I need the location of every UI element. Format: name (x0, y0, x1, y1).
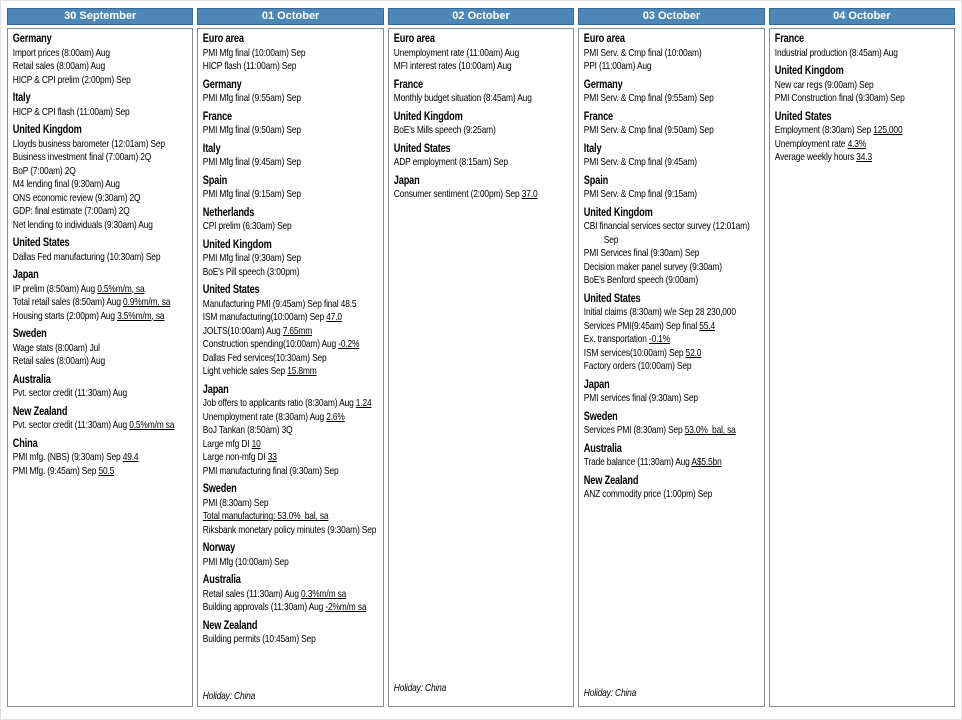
event-item: BoE's Mills speech (9:25am) (393, 124, 496, 136)
day-body-content (198, 29, 382, 706)
day-body-03-october (578, 28, 764, 707)
event-value-underlined: A$5.5bn (691, 456, 722, 468)
country-section-japan (203, 383, 378, 479)
event-item: M4 lending final (9:30am) Aug (12, 178, 120, 190)
country-section-united-states (774, 110, 949, 165)
event-item: ISM manufacturing(10:00am) Sep 47.0 (203, 311, 343, 323)
country-section-china (13, 437, 188, 479)
event-item: Retail sales (11:30am) Aug 0.3%m/m sa (203, 587, 347, 600)
event-item: Construction spending(10:00am) Aug -0.2% (203, 338, 360, 350)
event-item: Total retail sales (8:50am) Aug 0.9%m/m, sa (12, 296, 171, 308)
event-item: Large mfg DI 10 (203, 437, 262, 450)
event-item: PPI (11:00am) Aug (584, 60, 652, 72)
event-value-underlined: 0.3%m/m sa (301, 587, 347, 600)
country-heading: United Kingdom (774, 65, 844, 77)
country-section-germany (203, 78, 378, 106)
event-item: Job offers to applicants ratio (8:30am) Aug 1.24 (203, 397, 372, 409)
country-heading: United States (12, 237, 70, 249)
event-item: HICP flash (11:00am) Sep (203, 60, 297, 72)
country-section-australia (203, 573, 378, 615)
day-body-content (389, 29, 573, 706)
country-section-norway (203, 541, 378, 569)
event-item: Services PMI (8:30am) Sep 53.0% bal, sa (584, 424, 736, 436)
country-section-spain (584, 174, 759, 202)
country-section-united-states (584, 292, 759, 374)
event-item: PMI (8:30am) Sep (203, 496, 269, 509)
country-section-united-states (13, 236, 188, 264)
economic-calendar-table (7, 8, 955, 707)
event-item: BoP (7:00am) 2Q (12, 164, 76, 177)
country-section-spain (203, 174, 378, 202)
event-item: Ex. transportation -0.1% (584, 333, 671, 345)
event-item: PMI Serv. & Cmp final (9:50am) Sep (584, 124, 714, 136)
country-heading: Spain (203, 174, 228, 187)
event-item: Unemployment rate 4.3% (774, 137, 866, 150)
event-value-underlined: 0.5%m/m, sa (97, 282, 145, 295)
country-section-united-states (394, 142, 569, 170)
day-column-04-october (769, 8, 955, 707)
event-value-underlined: 53.0% bal, sa (684, 424, 736, 436)
country-section-japan (394, 174, 569, 202)
event-item: Building approvals (11:30am) Aug -2%m/m sa (203, 601, 367, 613)
event-item: PMI mfg. (NBS) (9:30am) Sep 49.4 (12, 451, 139, 463)
country-section-japan (13, 268, 188, 323)
country-heading: Germany (203, 78, 242, 91)
event-value-underlined: 34.3 (855, 151, 872, 163)
country-section-new-zealand (584, 474, 759, 502)
country-heading: United States (584, 292, 641, 305)
day-column-03-october (578, 8, 764, 707)
country-heading: Italy (584, 142, 602, 155)
event-item: Lloyds business barometer (12:01am) Sep (12, 137, 165, 150)
country-heading: Australia (203, 574, 242, 586)
event-item: PMI Mfg (10:00am) Sep (203, 555, 290, 568)
day-header-30-september: 30 September (7, 8, 193, 25)
country-section-united-kingdom (394, 110, 569, 138)
event-value-underlined: Total manufacturing: 53.0% bal, sa (203, 510, 329, 522)
event-value-underlined: 125,000 (872, 124, 903, 136)
event-item: Large non-mfg DI 33 (203, 451, 278, 463)
event-item: Wage stats (8:00am) Jul (12, 341, 100, 354)
event-value-underlined: 10 (252, 437, 262, 450)
event-item: Monthly budget situation (8:45am) Aug (393, 92, 532, 104)
event-item: BoE's Pill speech (3:00pm) (203, 265, 300, 278)
event-item: PMI Serv. & Cmp final (9:45am) (584, 156, 698, 168)
event-item: CBI financial services sector survey (12:01am) Sep (584, 220, 753, 246)
country-section-japan (584, 378, 759, 406)
country-section-euro-area (584, 32, 759, 74)
event-value-underlined: 49.4 (122, 451, 139, 463)
event-item: MFI interest rates (10:00am) Aug (393, 60, 512, 72)
event-item: BoE's Benford speech (9:00am) (584, 274, 699, 286)
day-body-01-october (197, 28, 383, 707)
event-item: JOLTS(10:00am) Aug 7.65mm (203, 324, 313, 337)
event-item: BoJ Tankan (8:50am) 3Q (203, 424, 293, 436)
event-item: Retail sales (8:00am) Aug (12, 355, 105, 367)
country-heading: Spain (584, 174, 609, 187)
country-heading: France (774, 33, 804, 45)
event-value-underlined: 15.8mm (287, 365, 318, 377)
country-heading: Netherlands (203, 206, 255, 219)
holiday-note: Holiday: China (584, 687, 637, 699)
event-item: Manufacturing PMI (9:45am) Sep final 48.5 (203, 297, 357, 310)
event-value-underlined: 37.0 (521, 188, 538, 200)
day-body-content (770, 29, 954, 706)
event-item: Pvt. sector credit (11:30am) Aug 0.5%m/m sa (12, 419, 175, 431)
country-heading: Norway (203, 542, 236, 554)
day-body-04-october (769, 28, 955, 707)
event-item: IP prelim (8:50am) Aug 0.5%m/m, sa (12, 282, 145, 295)
event-item: Building permits (10:45am) Sep (203, 633, 317, 645)
country-heading: China (12, 437, 38, 450)
country-heading: Germany (12, 33, 52, 45)
country-section-united-states (203, 283, 378, 379)
country-section-sweden (203, 482, 378, 537)
event-item: PMI Mfg. (9:45am) Sep 50.5 (12, 464, 115, 477)
event-item: GDP: final estimate (7:00am) 2Q (12, 205, 130, 217)
day-body-content (579, 29, 763, 706)
country-heading: Euro area (203, 33, 245, 45)
country-section-new-zealand (203, 619, 378, 647)
country-section-germany (13, 32, 188, 87)
day-body-02-october (388, 28, 574, 707)
country-section-sweden (13, 327, 188, 369)
event-item: Retail sales (8:00am) Aug (12, 60, 105, 72)
event-item: PMI Mfg final (9:50am) Sep (203, 124, 302, 136)
event-item: Riksbank monetary policy minutes (9:30am) Sep (203, 523, 377, 536)
holiday-note: Holiday: China (203, 690, 256, 702)
event-item: Trade balance (11:30am) Aug A$5.5bn (584, 456, 722, 468)
day-header-01-october: 01 October (197, 8, 383, 25)
country-heading: United Kingdom (393, 110, 463, 123)
country-heading: Italy (203, 142, 221, 155)
event-item: PMI Mfg final (9:55am) Sep (203, 92, 302, 104)
country-heading: Japan (393, 174, 420, 187)
event-item: Services PMI(9:45am) Sep final 55.4 (584, 319, 716, 332)
country-section-australia (13, 373, 188, 401)
event-value-underlined: 33 (268, 451, 278, 463)
country-heading: New Zealand (203, 619, 258, 632)
event-item: Net lending to individuals (9:30am) Aug (12, 218, 153, 231)
event-item: Initial claims (8:30am) w/e Sep 28 230,000 (584, 306, 737, 318)
event-item: PMI Mfg final (9:15am) Sep (203, 188, 302, 200)
event-item: Business investment final (7:00am) 2Q (12, 151, 152, 163)
event-value-underlined: 47.0 (326, 311, 343, 323)
country-heading: Japan (12, 269, 39, 281)
event-item (203, 510, 378, 524)
day-header-02-october: 02 October (388, 8, 574, 25)
country-section-france (203, 110, 378, 138)
event-value-underlined: 50.5 (98, 464, 115, 477)
event-item: New car regs (9:00am) Sep (774, 78, 874, 91)
country-heading: United States (774, 110, 832, 123)
country-heading: France (584, 110, 614, 123)
event-value-underlined: 52.0 (685, 346, 702, 359)
event-item: Unemployment rate (11:00am) Aug (393, 46, 519, 59)
country-section-euro-area (203, 32, 378, 74)
country-section-australia (584, 442, 759, 470)
country-heading: Japan (584, 378, 610, 391)
country-section-italy (584, 142, 759, 170)
country-heading: Sweden (203, 483, 238, 495)
event-item: ADP employment (8:15am) Sep (393, 156, 508, 168)
country-heading: New Zealand (12, 405, 68, 418)
event-value-underlined: 4.3% (847, 137, 866, 150)
event-value-underlined: 2.6% (326, 410, 346, 423)
country-section-netherlands (203, 206, 378, 234)
event-value-underlined: -2%m/m sa (325, 601, 367, 613)
event-item: Import prices (8:00am) Aug (12, 46, 110, 59)
country-section-france (584, 110, 759, 138)
day-body-30-september (7, 28, 193, 707)
event-item: Dallas Fed manufacturing (10:30am) Sep (12, 250, 161, 263)
country-heading: United States (203, 284, 260, 296)
country-heading: Australia (12, 373, 51, 386)
country-heading: United States (393, 142, 451, 155)
country-section-new-zealand (13, 405, 188, 433)
event-item: Factory orders (10:00am) Sep (584, 360, 692, 372)
event-value-underlined: 7.65mm (283, 324, 313, 337)
event-item: PMI Serv. & Cmp final (9:55am) Sep (584, 92, 714, 104)
event-item: ISM services(10:00am) Sep 52.0 (584, 346, 702, 359)
event-value-underlined: -0.2% (338, 338, 360, 350)
day-column-01-october (197, 8, 383, 707)
event-value-underlined: 0.9%m/m, sa (123, 296, 171, 308)
event-item: PMI manufacturing final (9:30am) Sep (203, 464, 339, 477)
event-item: PMI Serv. & Cmp final (10:00am) (584, 46, 702, 59)
country-section-italy (13, 91, 188, 119)
event-item: PMI Serv. & Cmp final (9:15am) (584, 188, 698, 200)
country-section-united-kingdom (203, 238, 378, 280)
country-section-sweden (584, 410, 759, 438)
event-item: ANZ commodity price (1:00pm) Sep (584, 488, 713, 500)
event-item: Unemployment rate (8:30am) Aug 2.6% (203, 410, 346, 423)
event-item: Housing starts (2:00pm) Aug 3.5%m/m, sa (12, 309, 165, 322)
event-value-underlined: 0.5%m/m sa (129, 419, 175, 431)
event-item: PMI Mfg final (10:00am) Sep (203, 46, 306, 59)
event-item: PMI Construction final (9:30am) Sep (774, 92, 905, 104)
day-body-content (8, 29, 192, 706)
event-item: HICP & CPI flash (11:00am) Sep (12, 105, 130, 118)
country-heading: Japan (203, 383, 230, 396)
event-item: ONS economic review (9:30am) 2Q (12, 191, 141, 204)
country-heading: France (203, 110, 233, 123)
event-item: Employment (8:30am) Sep 125,000 (774, 124, 903, 136)
country-heading: Euro area (584, 33, 626, 45)
event-item: HICP & CPI prelim (2:00pm) Sep (12, 73, 131, 86)
country-heading: Australia (584, 442, 622, 455)
event-item: Dallas Fed services(10:30am) Sep (203, 351, 327, 364)
country-heading: Sweden (12, 328, 47, 340)
country-heading: Sweden (584, 410, 618, 423)
country-heading: United Kingdom (203, 238, 273, 251)
event-item: PMI Mfg final (9:30am) Sep (203, 252, 302, 264)
country-heading: Germany (584, 78, 623, 91)
country-section-united-kingdom (774, 64, 949, 106)
country-heading: Euro area (393, 33, 435, 45)
event-item: Industrial production (8:45am) Aug (774, 46, 898, 59)
event-value-underlined: 1.24 (356, 397, 372, 409)
day-column-30-september (7, 8, 193, 707)
holiday-note: Holiday: China (393, 682, 447, 694)
country-heading: Italy (12, 92, 31, 104)
country-section-france (774, 32, 949, 60)
country-section-france (394, 78, 569, 106)
country-heading: New Zealand (584, 474, 639, 487)
event-item: CPI prelim (6:30am) Sep (203, 220, 292, 232)
day-header-04-october: 04 October (769, 8, 955, 25)
country-section-italy (203, 142, 378, 170)
day-header-03-october: 03 October (578, 8, 764, 25)
event-item: Pvt. sector credit (11:30am) Aug (12, 387, 128, 399)
country-section-united-kingdom (584, 206, 759, 288)
event-item: Average weekly hours 34.3 (774, 151, 872, 163)
event-item: PMI Mfg final (9:45am) Sep (203, 156, 302, 168)
event-item: PMI services final (9:30am) Sep (584, 392, 699, 404)
country-heading: United Kingdom (584, 206, 653, 219)
event-value-underlined: 55.4 (699, 319, 716, 332)
event-item: Consumer sentiment (2:00pm) Sep 37.0 (393, 188, 538, 200)
event-item: Light vehicle sales Sep 15.8mm (203, 365, 318, 377)
country-section-united-kingdom (13, 123, 188, 232)
day-column-02-october (388, 8, 574, 707)
event-value-underlined: 3.5%m/m, sa (117, 309, 165, 322)
country-section-euro-area (394, 32, 569, 74)
event-item: Decision maker panel survey (9:30am) (584, 260, 723, 273)
country-heading: United Kingdom (12, 124, 82, 136)
country-heading: France (393, 78, 423, 91)
country-section-germany (584, 78, 759, 106)
event-value-underlined: -0.1% (649, 333, 671, 345)
event-item: PMI Services final (9:30am) Sep (584, 247, 700, 259)
